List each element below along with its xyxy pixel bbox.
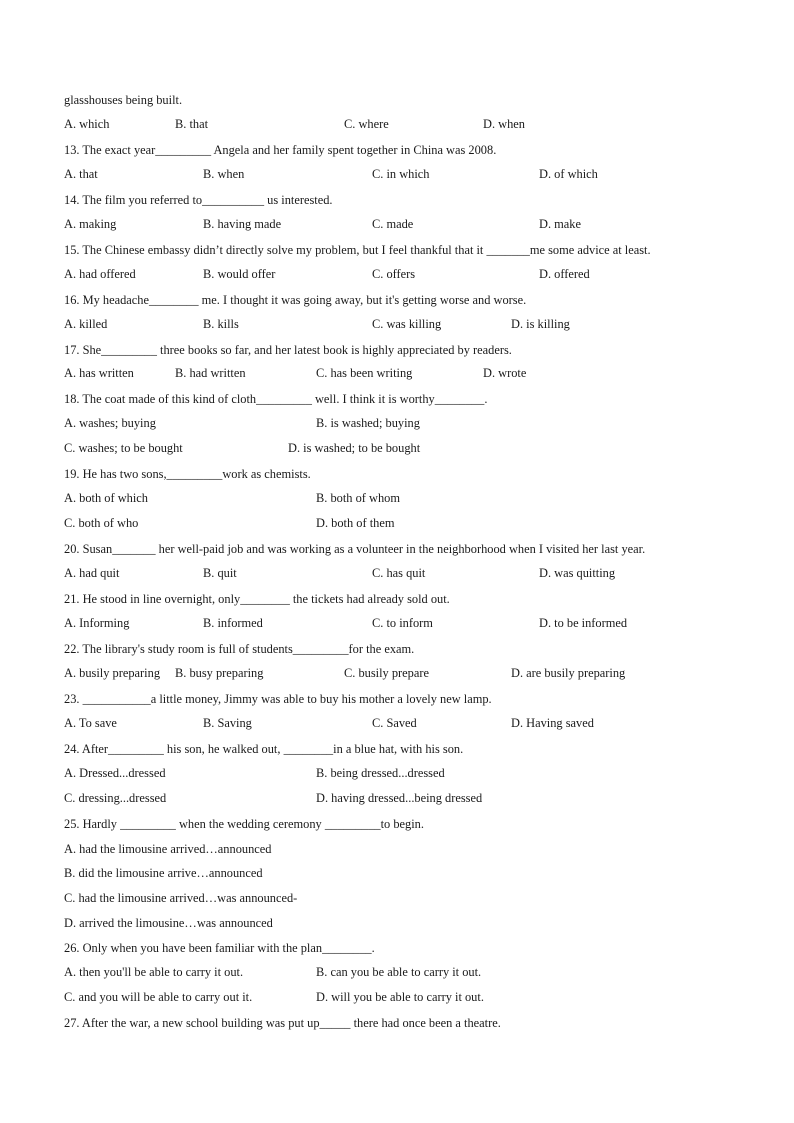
answer-option: A. had offered	[64, 266, 136, 281]
answer-option: A. has written	[64, 366, 134, 381]
answer-option: B. quit	[203, 566, 237, 581]
question-stem: 19. He has two sons,_________work as chemists.	[64, 467, 311, 482]
answer-option: D. is killing	[511, 316, 570, 331]
question-stem: 14. The film you referred to__________ us interested.	[64, 192, 333, 207]
answer-option: C. where	[344, 116, 389, 131]
answer-option: C. has quit	[372, 566, 426, 581]
answer-option: D. of which	[539, 166, 598, 181]
question-stem: 23. ___________a little money, Jimmy was able to buy his mother a lovely new lamp.	[64, 691, 492, 706]
answer-option: D. offered	[539, 266, 590, 281]
question-stem: 22. The library's study room is full of students_________for the exam.	[64, 641, 415, 656]
answer-option: B. is washed; buying	[316, 416, 420, 431]
answer-option: C. has been writing	[316, 366, 413, 381]
answer-option: C. both of who	[64, 516, 139, 531]
question-stem: 17. She_________ three books so far, and her latest book is highly appreciated by readers.	[64, 342, 512, 357]
answer-option: A. had quit	[64, 566, 120, 581]
answer-option: A. To save	[64, 715, 117, 730]
question-stem: 20. Susan_______ her well-paid job and was working as a volunteer in the neighborhood when I visited her last year.	[64, 542, 646, 557]
answer-option: A. busily preparing	[64, 665, 161, 680]
answer-option: B. informed	[203, 615, 263, 630]
answer-option: D. to be informed	[539, 615, 628, 630]
answer-option: A. then you'll be able to carry it out.	[64, 965, 244, 980]
answer-option: A. Informing	[64, 615, 130, 630]
answer-option: B. Saving	[203, 715, 252, 730]
answer-option: D. wrote	[483, 366, 527, 381]
answer-option: D. is washed; to be bought	[288, 441, 421, 456]
answer-option: B. would offer	[203, 266, 276, 281]
answer-option: D. will you be able to carry it out.	[316, 990, 484, 1005]
answer-option: C. offers	[372, 266, 416, 281]
question-stem: 15. The Chinese embassy didn’t directly solve my problem, but I feel thankful that it _______me some advice at least.	[64, 242, 651, 257]
answer-option: A. killed	[64, 316, 108, 331]
answer-option: C. was killing	[372, 316, 442, 331]
answer-option: B. can you be able to carry it out.	[316, 965, 482, 980]
question-stem: 26. Only when you have been familiar with the plan________.	[64, 941, 375, 956]
answer-option: D. Having saved	[511, 715, 594, 730]
answer-option: D. make	[539, 216, 581, 231]
answer-option: C. had the limousine arrived…was announced-	[64, 891, 298, 906]
answer-option: A. washes; buying	[64, 416, 156, 431]
answer-option: A. Dressed...dressed	[64, 765, 166, 780]
answer-option: A. making	[64, 216, 117, 231]
answer-option: C. dressing...dressed	[64, 790, 167, 805]
answer-option: C. busily prepare	[344, 665, 429, 680]
answer-option: A. which	[64, 116, 110, 131]
question-stem: 24. After_________ his son, he walked out, ________in a blue hat, with his son.	[64, 741, 464, 756]
answer-option: A. both of which	[64, 491, 148, 506]
answer-option: D. was quitting	[539, 566, 616, 581]
answer-option: C. to inform	[372, 615, 433, 630]
answer-option: D. having dressed...being dressed	[316, 790, 483, 805]
question-stem: 27. After the war, a new school building was put up_____ there had once been a theatre.	[64, 1016, 501, 1031]
answer-option: D. when	[483, 116, 525, 131]
answer-option: D. arrived the limousine…was announced	[64, 916, 273, 931]
answer-option: glasshouses being built.	[64, 93, 183, 107]
question-stem: 16. My headache________ me. I thought it was going away, but it's getting worse and worse.	[64, 292, 527, 307]
answer-option: C. made	[372, 216, 414, 231]
answer-option: C. in which	[372, 166, 430, 181]
answer-option: B. had written	[175, 366, 246, 381]
answer-option: B. being dressed...dressed	[316, 765, 445, 780]
answer-option: A. had the limousine arrived…announced	[64, 841, 272, 856]
answer-option: B. did the limousine arrive…announced	[64, 866, 263, 881]
answer-option: B. when	[203, 166, 245, 181]
answer-option: C. Saved	[372, 715, 417, 730]
question-stem: 25. Hardly _________ when the wedding ceremony _________to begin.	[64, 816, 424, 831]
answer-option: B. kills	[203, 316, 239, 331]
question-stem: 13. The exact year_________ Angela and her family spent together in China was 2008.	[64, 142, 497, 157]
answer-option: D. are busily preparing	[511, 665, 626, 680]
question-stem: 21. He stood in line overnight, only________ the tickets had already sold out.	[64, 592, 450, 606]
answer-option: C. washes; to be bought	[64, 441, 183, 456]
answer-option: B. that	[175, 116, 209, 131]
answer-option: B. both of whom	[316, 491, 400, 506]
answer-option: D. both of them	[316, 516, 395, 531]
answer-option: B. busy preparing	[175, 665, 264, 680]
answer-option: B. having made	[203, 216, 282, 231]
answer-option: A. that	[64, 166, 98, 181]
answer-option: C. and you will be able to carry out it.	[64, 990, 253, 1005]
question-stem: 18. The coat made of this kind of cloth_________ well. I think it is worthy________.	[64, 392, 488, 407]
